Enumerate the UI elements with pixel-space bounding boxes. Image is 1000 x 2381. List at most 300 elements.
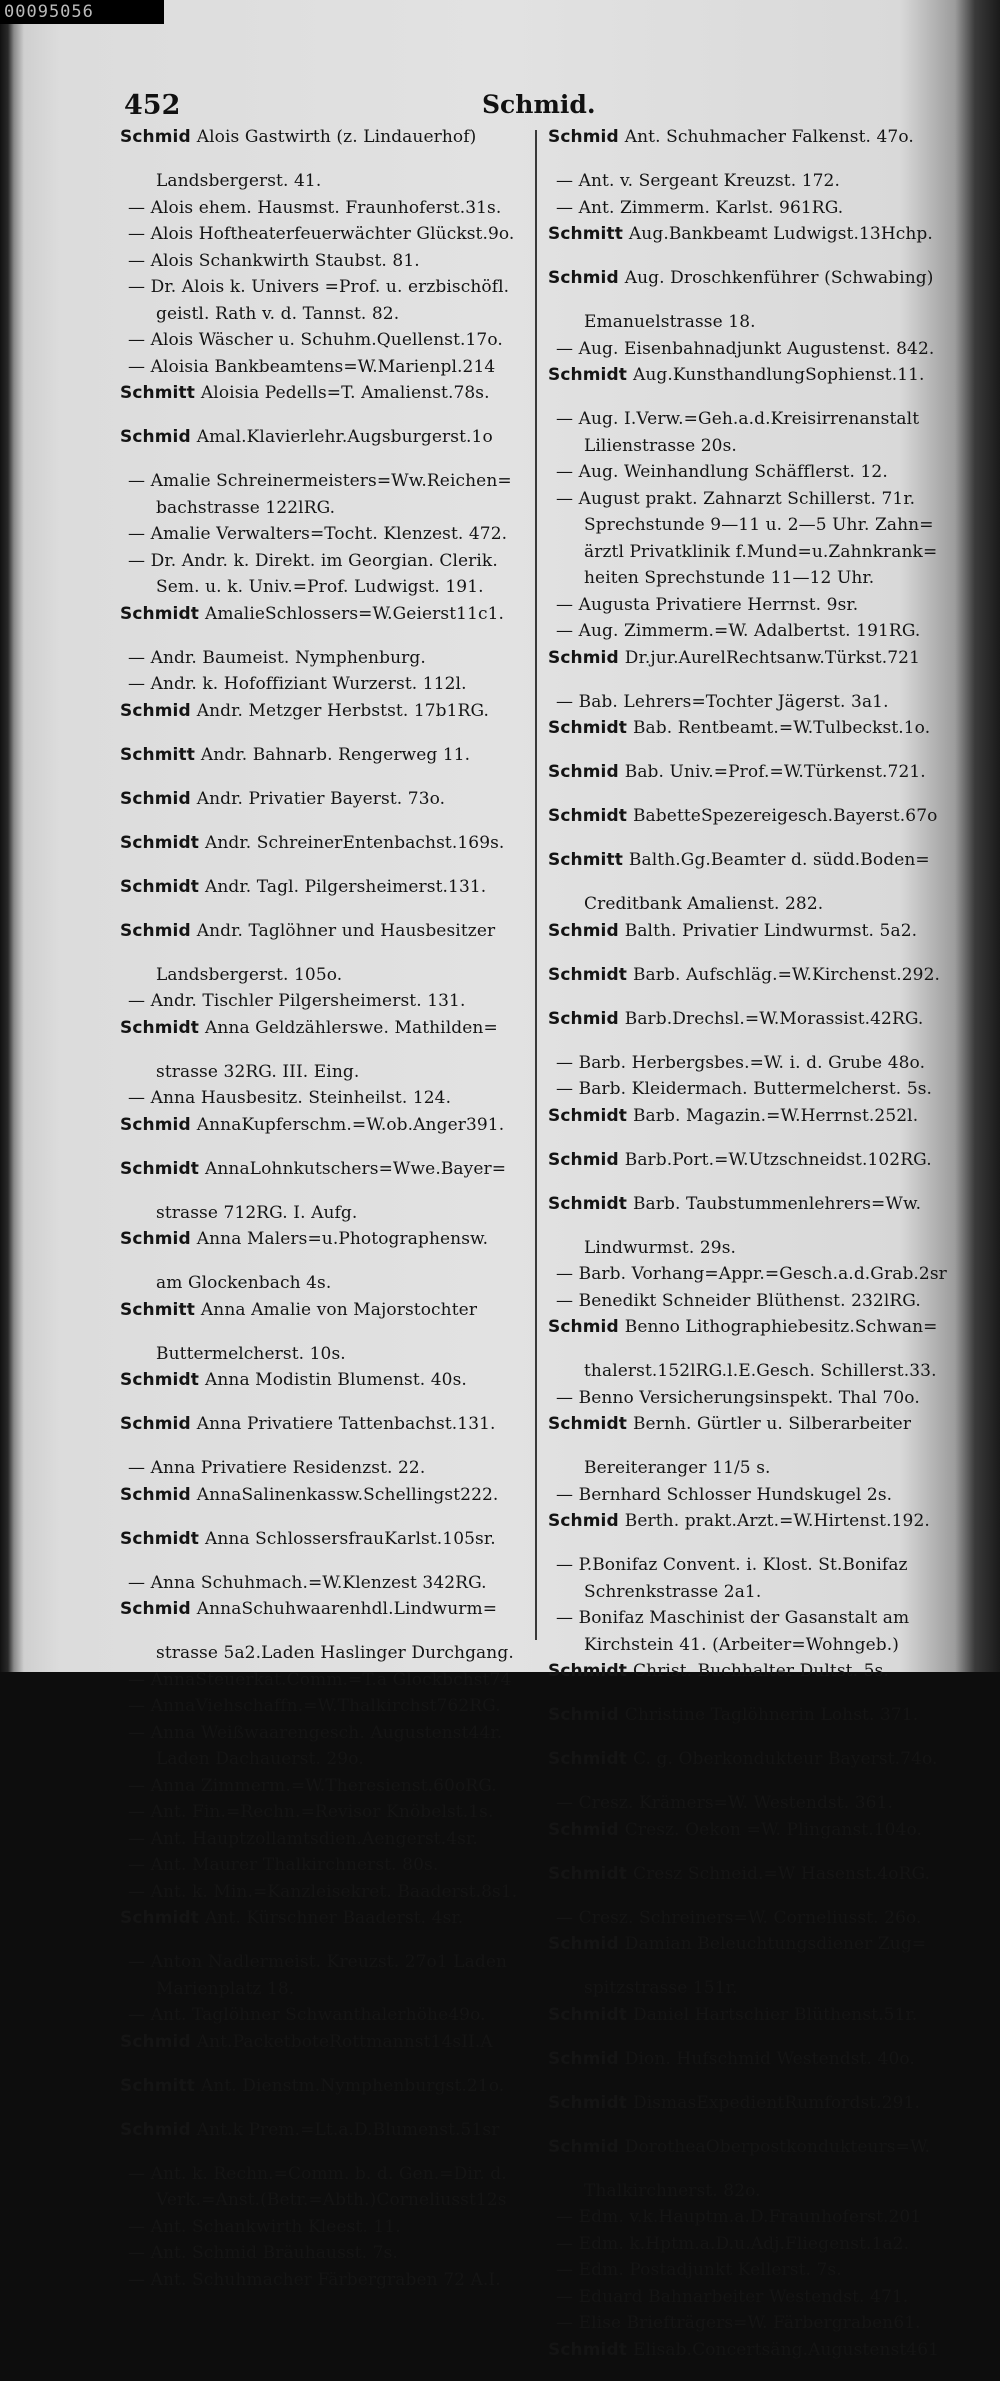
directory-entry — [548, 618, 948, 645]
surname: Schmid — [548, 1008, 619, 1029]
surname: Schmid — [120, 2031, 191, 2052]
surname: Schmidt — [548, 1749, 627, 1769]
entry-text: strasse 32RG. III. Eing. — [156, 1061, 360, 1082]
right-column — [548, 124, 948, 2381]
entry-text: Alois Wäscher u. Schuhm.Quellenst.17o. — [150, 330, 503, 350]
directory-entry — [548, 1455, 948, 1482]
entry-text: Aug.KunsthandlungSophienst.11. — [632, 365, 925, 385]
entry-text: Landsbergerst. 41. — [156, 171, 322, 191]
surname: Schmidt — [548, 2004, 627, 2025]
directory-entry — [548, 1790, 948, 1817]
entry-text: Daniel Hartschier Blüthenst.51r. — [632, 2004, 918, 2025]
directory-entry — [548, 1050, 948, 1077]
directory-entry — [548, 891, 948, 918]
entry-text: Edm. Postadjunkt Kellerst. 7s. — [578, 2260, 842, 2280]
directory-entry — [548, 962, 948, 1006]
directory-entry — [548, 124, 948, 168]
surname: Schmitt — [548, 850, 623, 870]
entry-text: Landsbergerst. 105o. — [156, 964, 343, 985]
left-column — [120, 124, 520, 2293]
entry-text: AnnaViehschaffn.=W.Thalkirchst762RG. — [150, 1696, 501, 1716]
surname: Schmitt — [120, 2075, 195, 2096]
surname: Schmid — [120, 1229, 191, 1249]
surname: Schmid — [120, 700, 191, 721]
directory-entry — [548, 1817, 948, 1861]
directory-entry — [120, 1526, 520, 1570]
directory-entry — [548, 309, 948, 336]
directory-entry — [548, 336, 948, 363]
entry-text: Bab. Univ.=Prof.=W.Türkenst.721. — [624, 762, 926, 782]
entry-text: heiten Sprechstunde 11—12 Uhr. — [584, 568, 875, 588]
directory-entry — [120, 468, 520, 495]
entry-text: Dr. Alois k. Univers =Prof. u. erzbischöfl. — [150, 277, 510, 297]
directory-entry — [120, 521, 520, 548]
surname: Schmid — [120, 1114, 191, 1135]
directory-entry — [548, 1508, 948, 1552]
entry-text: Amal.Klavierlehr.Augsburgerst.1o — [196, 427, 493, 447]
directory-entry — [548, 592, 948, 619]
directory-entry — [548, 1385, 948, 1412]
surname: Schmidt — [548, 365, 627, 385]
directory-entry — [548, 2134, 948, 2178]
entry-text: Balth.Gg.Beamter d. südd.Boden= — [628, 850, 930, 870]
entry-text: strasse 5a2.Laden Haslinger Durchgang. — [156, 1643, 514, 1663]
entry-text: Amalie Verwalters=Tocht. Klenzest. 472. — [150, 524, 508, 544]
surname: Schmid — [548, 2048, 619, 2069]
directory-entry — [548, 1358, 948, 1385]
directory-entry — [548, 168, 948, 195]
entry-text: thalerst.152lRG.l.E.Gesch. Schillerst.33. — [584, 1361, 937, 1381]
entry-text: geistl. Rath v. d. Tannst. 82. — [156, 303, 400, 324]
directory-entry — [120, 1059, 520, 1086]
directory-entry — [548, 459, 948, 486]
entry-text: Bernhard Schlosser Hundskugel 2s. — [578, 1484, 893, 1505]
directory-entry — [548, 918, 948, 962]
entry-text: Thalkirchnerst. 82o. — [584, 2180, 761, 2201]
entry-text: Edm. v.k.Hauptm.a.D.Fraunhoferst.201 — [578, 2207, 922, 2227]
entry-text: Ant. Schankwirth Kleest. 11. — [150, 2216, 401, 2237]
entry-text: Anna Geldzählerswe. Mathilden= — [204, 1017, 498, 1038]
surname: Schmid — [120, 127, 191, 147]
entry-text: Anna Schuhmach.=W.Klenzest 342RG. — [150, 1572, 487, 1593]
entry-text: Dr.jur.AurelRechtsanw.Türkst.721 — [624, 647, 920, 668]
directory-entry — [120, 698, 520, 742]
running-title: Schmid. — [482, 90, 596, 119]
entry-text: Aug.Bankbeamt Ludwigst.13Hchp. — [628, 224, 933, 244]
entry-text: Kirchstein 41. (Arbeiter=Wohngeb.) — [584, 1634, 899, 1655]
entry-text: Barb. Vorhang=Appr.=Gesch.a.d.Grab.2sr — [578, 1264, 947, 1284]
directory-entry — [548, 1552, 948, 1579]
directory-entry — [548, 759, 948, 803]
directory-entry — [120, 301, 520, 328]
directory-entry — [548, 1579, 948, 1606]
directory-entry — [120, 1640, 520, 1667]
directory-entry — [120, 1341, 520, 1368]
surname: Schmid — [548, 647, 619, 668]
entry-text: Lindwurmst. 29s. — [584, 1237, 737, 1258]
surname: Schmitt — [120, 744, 195, 765]
entry-text: DismasExpedientRumfordst.291. — [632, 2092, 920, 2113]
directory-entry — [548, 1103, 948, 1147]
directory-entry — [548, 2204, 948, 2231]
entry-text: AnnaSteuerkat.Comm.=T.a Glockbchst74 — [150, 1669, 512, 1690]
directory-entry — [120, 124, 520, 168]
directory-entry — [120, 168, 520, 195]
entry-text: Ant. Dienstm.Nymphenburgst.21o. — [200, 2075, 505, 2096]
directory-entry — [120, 1799, 520, 1826]
entry-text: Anna Malers=u.Photographensw. — [196, 1229, 489, 1249]
surname: Schmid — [120, 1414, 191, 1434]
entry-text: Benno Lithographiebesitz.Schwan= — [624, 1317, 938, 1337]
entry-text: Ant. k. Min.=Kanzleisekret. Baaderst.8s1. — [150, 1881, 518, 1902]
directory-entry — [120, 1826, 520, 1853]
entry-text: Andr. Taglöhner und Hausbesitzer — [196, 920, 496, 941]
entry-text: Aloisia Bankbeamtens=W.Marienpl.214 — [150, 356, 496, 377]
directory-entry — [120, 962, 520, 989]
entry-text: Edm. k.Hptm.a.D.u.Adj.Fliegenst.1a2. — [578, 2233, 910, 2254]
surname: Schmidt — [120, 603, 199, 624]
entry-text: Dion. Hufschmid Westendst. 40o. — [624, 2048, 915, 2069]
entry-text: Ant. Schuhmacher Färbergraben 72 A.I. — [150, 2269, 501, 2290]
directory-entry — [120, 424, 520, 468]
entry-text: Sprechstunde 9—11 u. 2—5 Uhr. Zahn= — [584, 515, 934, 535]
directory-entry — [548, 362, 948, 406]
entry-text: Aug. Droschkenführer (Schwabing) — [624, 268, 934, 288]
entry-text: DorotheaOberpostkondukteurs=W. — [624, 2136, 931, 2157]
directory-entry — [548, 1411, 948, 1455]
directory-entry — [120, 495, 520, 522]
entry-text: Ant. Schuhmacher Falkenst. 47o. — [624, 127, 914, 147]
surname: Schmid — [548, 1317, 619, 1337]
directory-page — [112, 78, 958, 2360]
entry-text: Barb. Kleidermach. Buttermelcherst. 5s. — [578, 1079, 933, 1099]
page-number: 452 — [124, 90, 181, 121]
directory-entry — [548, 265, 948, 309]
entry-text: Damian Beleuchtungsdiener Zug= — [624, 1934, 927, 1954]
directory-entry — [548, 1191, 948, 1235]
directory-entry — [548, 2231, 948, 2258]
surname: Schmid — [120, 2119, 191, 2140]
entry-text: Ant. Hauptzollamtsdien.Aengerst.4sr. — [150, 1828, 478, 1849]
surname: Schmidt — [120, 1158, 199, 1179]
surname: Schmid — [548, 762, 619, 782]
surname: Schmitt — [548, 224, 623, 244]
directory-entry — [120, 1112, 520, 1156]
directory-entry — [548, 2284, 948, 2311]
surname: Schmidt — [120, 1908, 199, 1928]
directory-entry — [548, 2046, 948, 2090]
directory-entry — [548, 433, 948, 460]
entry-text: Alois Hoftheaterfeuerwächter Glückst.9o. — [150, 224, 515, 244]
surname: Schmid — [548, 920, 619, 941]
directory-entry — [120, 2187, 520, 2214]
surname: Schmid — [548, 1934, 619, 1954]
surname: Schmid — [120, 920, 191, 941]
entry-text: Anna Zimmerm.=W.Theresienst.60oRG. — [150, 1775, 497, 1796]
entry-text: Christ. Buchhalter Dultst. 5s. — [632, 1661, 889, 1681]
entry-text: Barb. Taubstummenlehrers=Ww. — [632, 1193, 922, 1214]
entry-text: Berth. prakt.Arzt.=W.Hirtenst.192. — [624, 1511, 930, 1531]
directory-entry — [548, 1702, 948, 1746]
entry-text: August prakt. Zahnarzt Schillerst. 71r. — [578, 488, 916, 509]
entry-text: Ant. Zimmerm. Karlst. 961RG. — [578, 197, 844, 218]
entry-text: bachstrasse 122lRG. — [156, 497, 336, 518]
entry-text: Anna Weißwaarengesch. Augustenst44r. — [150, 1722, 503, 1743]
surname: Schmid — [548, 1819, 619, 1840]
entry-text: Andr. SchreinerEntenbachst.169s. — [204, 832, 505, 853]
directory-entry — [548, 1632, 948, 1659]
directory-entry — [548, 689, 948, 716]
directory-entry — [120, 2214, 520, 2241]
entry-text: Bab. Lehrers=Tochter Jägerst. 3a1. — [578, 691, 889, 712]
surname: Schmid — [120, 1484, 191, 1505]
entry-text: Ant. Taglöhner Schwanthalerhöhe49o. — [150, 2005, 486, 2025]
entry-text: Anna Amalie von Majorstochter — [200, 1299, 478, 1320]
entry-text: Ant. Schmid Bräuhausst. 7s. — [150, 2243, 398, 2263]
surname: Schmidt — [120, 1370, 199, 1390]
directory-entry — [120, 1411, 520, 1455]
page-header — [112, 78, 958, 122]
directory-entry — [548, 2178, 948, 2205]
entry-text: Andr. Bahnarb. Rengerweg 11. — [200, 744, 471, 765]
entry-text: Dr. Andr. k. Direkt. im Georgian. Clerik. — [150, 550, 498, 571]
directory-entry — [548, 803, 948, 847]
entry-text: Cresz. Schreiners=W. Corneliusst. 26o. — [578, 1907, 922, 1928]
directory-entry — [548, 1261, 948, 1288]
directory-entry — [120, 2117, 520, 2161]
directory-entry — [548, 2002, 948, 2046]
directory-entry — [548, 1482, 948, 1509]
entry-text: Barb.Drechsl.=W.Morassist.42RG. — [624, 1008, 924, 1029]
entry-text: Schrenkstrasse 2a1. — [584, 1581, 762, 1602]
entry-text: Andr. Baumeist. Nymphenburg. — [150, 647, 426, 668]
entry-text: Anna SchlossersfrauKarlst.105sr. — [204, 1528, 496, 1549]
directory-entry — [548, 1746, 948, 1790]
entry-text: Sem. u. k. Univ.=Prof. Ludwigst. 191. — [156, 577, 484, 597]
surname: Schmidt — [548, 2339, 627, 2360]
scan-id-label: 00095056 — [0, 0, 164, 24]
directory-entry — [120, 548, 520, 575]
entry-text: Ant. Maurer Thalkirchnerst. 80s. — [150, 1855, 439, 1875]
directory-entry — [120, 1200, 520, 1227]
entry-text: am Glockenbach 4s. — [156, 1273, 332, 1293]
directory-entry — [548, 1076, 948, 1103]
surname: Schmid — [120, 427, 191, 447]
entry-text: Bereiteranger 11/5 s. — [584, 1458, 771, 1478]
directory-entry — [120, 1156, 520, 1200]
surname: Schmidt — [548, 1105, 627, 1126]
surname: Schmid — [548, 268, 619, 288]
directory-entry — [120, 601, 520, 645]
directory-entry — [548, 1235, 948, 1262]
directory-entry — [120, 1297, 520, 1341]
entry-text: Bab. Rentbeamt.=W.Tulbeckst.1o. — [632, 718, 931, 738]
directory-entry — [548, 847, 948, 891]
surname: Schmidt — [120, 1528, 199, 1549]
entry-text: Anna Privatiere Residenzst. 22. — [150, 1458, 426, 1478]
directory-entry — [120, 1746, 520, 1773]
entry-text: AnnaSalinenkassw.Schellingst222. — [196, 1484, 499, 1505]
entry-text: Ant.k Prem.=Lt.a.D.Blumenst.51sr — [196, 2119, 500, 2140]
directory-entry — [120, 1226, 520, 1270]
directory-entry — [120, 671, 520, 698]
entry-text: Cresz. Krämers=W. Westendst. 361. — [578, 1793, 893, 1813]
entry-text: Elise Briefträgers=W. Färbergraben61. — [578, 2313, 921, 2333]
entry-text: Andr. Privatier Bayerst. 73o. — [196, 788, 446, 809]
entry-text: Aug. Eisenbahnadjunkt Augustenst. 842. — [578, 338, 935, 359]
directory-entry — [120, 918, 520, 962]
entry-text: AnnaLohnkutschers=Wwe.Bayer= — [204, 1158, 507, 1179]
directory-entry — [548, 512, 948, 539]
surname: Schmid — [120, 788, 191, 809]
entry-text: Benno Versicherungsinspekt. Thal 70o. — [578, 1387, 920, 1408]
surname: Schmidt — [548, 1863, 627, 1884]
entry-text: Andr. k. Hofoffiziant Wurzerst. 112l. — [150, 674, 467, 694]
entry-text: Creditbank Amalienst. 282. — [584, 894, 824, 914]
directory-entry — [120, 645, 520, 672]
directory-entry — [120, 1667, 520, 1694]
surname: Schmidt — [120, 832, 199, 853]
directory-entry — [120, 1905, 520, 1949]
entry-text: Ant. Fin.=Rechn.=Revisor Knöbelst.1s. — [150, 1802, 494, 1822]
directory-entry — [120, 2029, 520, 2073]
entry-text: Balth. Privatier Lindwurmst. 5a2. — [624, 920, 918, 941]
entry-text: AmalieSchlossers=W.Geierst11c1. — [204, 603, 505, 624]
entry-text: Alois Schankwirth Staubst. 81. — [150, 250, 420, 271]
entry-text: Anna Privatiere Tattenbachst.131. — [196, 1414, 496, 1434]
directory-entry — [120, 2002, 520, 2029]
directory-entry — [548, 221, 948, 265]
entry-text: Alois ehem. Hausmst. Fraunhoferst.31s. — [150, 197, 502, 218]
directory-entry — [120, 1693, 520, 1720]
directory-entry — [120, 1879, 520, 1906]
entry-text: Marienplatz 18. — [156, 1978, 295, 1999]
directory-entry — [120, 574, 520, 601]
entry-text: Ant. Kürschner Baaderst. 4sr. — [204, 1908, 464, 1928]
directory-entry — [120, 742, 520, 786]
surname: Schmid — [120, 1599, 191, 1619]
directory-entry — [120, 354, 520, 381]
directory-entry — [548, 2310, 948, 2337]
entry-text: Laden Dachauerst. 29o. — [156, 1749, 364, 1769]
entry-text: Buttermelcherst. 10s. — [156, 1343, 346, 1364]
entry-text: Andr. Metzger Herbstst. 17b1RG. — [196, 700, 490, 721]
directory-entry — [548, 195, 948, 222]
directory-entry — [548, 1905, 948, 1932]
directory-entry — [120, 2240, 520, 2267]
surname: Schmitt — [120, 1299, 195, 1320]
surname: Schmidt — [548, 964, 627, 985]
directory-entry — [120, 1455, 520, 1482]
surname: Schmidt — [548, 806, 627, 826]
entry-text: Eduard Bahnarbeiter Westendst. 471. — [578, 2286, 909, 2307]
directory-entry — [120, 1976, 520, 2003]
entry-text: Alois Gastwirth (z. Lindauerhof) — [196, 127, 477, 147]
directory-entry — [548, 1658, 948, 1702]
surname: Schmidt — [120, 876, 199, 897]
directory-entry — [120, 786, 520, 830]
directory-entry — [548, 715, 948, 759]
directory-entry — [120, 1270, 520, 1297]
entry-text: Cresz. Oekon =W. Plinganst.104o. — [624, 1819, 923, 1840]
entry-text: Amalie Schreinermeisters=Ww.Reichen= — [150, 471, 512, 491]
entry-text: spitzstrasse 151r. — [584, 1978, 738, 1998]
directory-entry — [548, 1288, 948, 1315]
surname: Schmidt — [548, 2092, 627, 2113]
entry-text: AnnaSchuhwaarenhdl.Lindwurm= — [196, 1599, 498, 1619]
directory-entry — [120, 1773, 520, 1800]
directory-entry — [120, 327, 520, 354]
entry-text: Aug. Zimmerm.=W. Adalbertst. 191RG. — [578, 621, 921, 641]
surname: Schmidt — [548, 718, 627, 738]
directory-entry — [548, 1931, 948, 1975]
entry-text: Lilienstrasse 20s. — [584, 435, 737, 456]
directory-entry — [548, 1314, 948, 1358]
entry-text: Anna Hausbesitz. Steinheilst. 124. — [150, 1088, 452, 1108]
entry-text: Verk.=Anst.(Betr.=Abth.)Corneliusst12s — [156, 2190, 507, 2210]
entry-text: Bernh. Gürtler u. Silberarbeiter — [632, 1414, 912, 1434]
entry-text: Anton Nadlermeist. Kreuzst. 27o1 Laden — [150, 1952, 508, 1972]
directory-entry — [548, 486, 948, 513]
directory-entry — [548, 1006, 948, 1050]
surname: Schmidt — [548, 1414, 627, 1434]
entry-text: AnnaKupferschm.=W.ob.Anger391. — [196, 1114, 505, 1135]
surname: Schmidt — [120, 1017, 199, 1038]
surname: Schmid — [548, 127, 619, 147]
directory-entry — [120, 1085, 520, 1112]
entry-text: Emanuelstrasse 18. — [584, 312, 756, 332]
entry-text: Ant.PacketboteRottmannst14sII.A — [196, 2031, 493, 2052]
entry-text: Christine Taglöhnerin Lohst. 371. — [624, 1705, 919, 1725]
surname: Schmidt — [548, 1193, 627, 1214]
directory-entry — [548, 565, 948, 592]
directory-entry — [120, 2161, 520, 2188]
directory-entry — [120, 1482, 520, 1526]
directory-entry — [120, 874, 520, 918]
entry-text: Augusta Privatiere Herrnst. 9sr. — [578, 594, 859, 615]
entry-text: Barb. Aufschläg.=W.Kirchenst.292. — [632, 964, 940, 985]
directory-entry — [120, 1367, 520, 1411]
surname: Schmid — [548, 1149, 619, 1170]
entry-text: Andr. Tischler Pilgersheimerst. 131. — [150, 991, 466, 1011]
columns — [112, 124, 958, 2360]
entry-text: Aug. I.Verw.=Geh.a.d.Kreisirrenanstalt — [578, 409, 920, 429]
entry-text: Cresz Schneid.=W Hasenst.4oRG. — [632, 1863, 931, 1884]
entry-text: Ant. k. Rechn.=Comm. b. d. Gen.=Dir. d. — [150, 2163, 507, 2184]
entry-text: BabetteSpezereigesch.Bayerst.67o — [632, 806, 938, 826]
directory-entry — [548, 2337, 948, 2381]
directory-entry — [548, 2090, 948, 2134]
entry-text: Benedikt Schneider Blüthenst. 232lRG. — [578, 1290, 921, 1311]
entry-text: Barb. Herbergsbes.=W. i. d. Grube 48o. — [578, 1052, 926, 1073]
entry-text: Elisab.Concertsäng.Augustenst461 — [632, 2339, 940, 2360]
entry-text: Anna Modistin Blumenst. 40s. — [204, 1370, 467, 1390]
directory-entry — [120, 380, 520, 424]
directory-entry — [548, 1147, 948, 1191]
directory-entry — [120, 248, 520, 275]
directory-entry — [120, 274, 520, 301]
entry-text: Ant. v. Sergeant Kreuzst. 172. — [578, 171, 840, 191]
directory-entry — [548, 1975, 948, 2002]
directory-entry — [120, 988, 520, 1015]
directory-entry — [548, 645, 948, 689]
directory-entry — [120, 830, 520, 874]
surname: Schmitt — [120, 383, 195, 403]
directory-entry — [548, 1861, 948, 1905]
directory-entry — [548, 406, 948, 433]
entry-text: Aloisia Pedells=T. Amalienst.78s. — [200, 383, 490, 403]
entry-text: Bonifaz Maschinist der Gasanstalt am — [578, 1608, 910, 1628]
